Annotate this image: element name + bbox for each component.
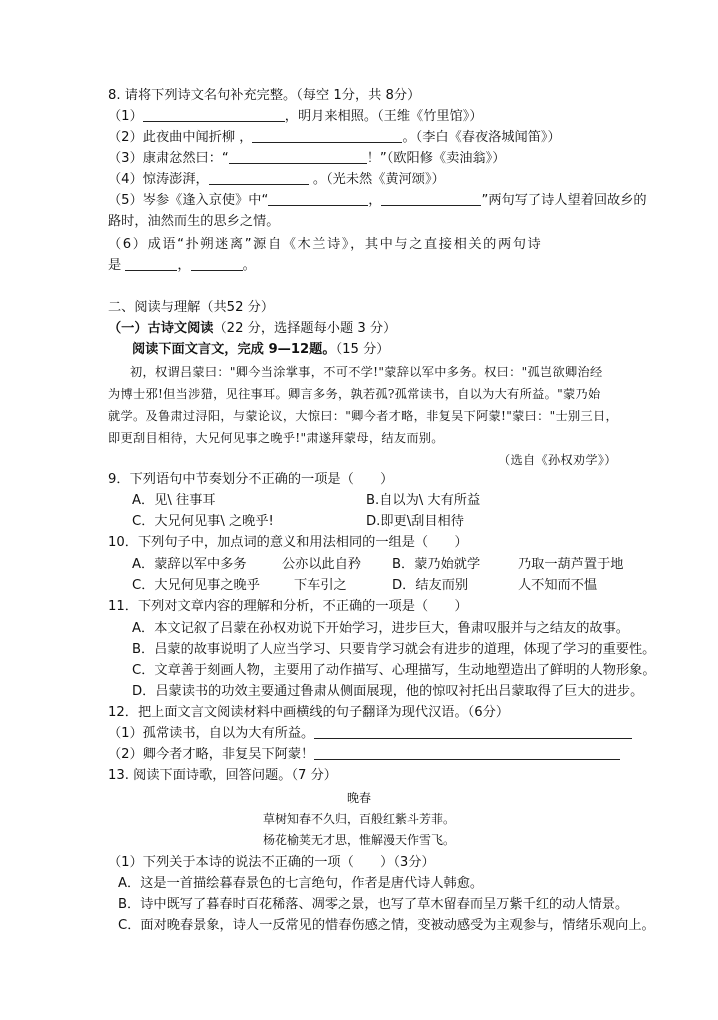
q10-stem: 10．下列句子中，加点词的意义和用法相同的一组是（ ） [108,535,468,550]
q9-option-a[interactable]: A．见\ 往事耳 [132,493,216,508]
answer-blank[interactable] [229,149,367,164]
answer-blank[interactable] [209,170,309,185]
answer-line[interactable] [314,724,632,739]
answer-blank[interactable] [125,256,177,271]
answer-blank[interactable] [252,128,402,143]
instruction-bold: 阅读下面文言文，完成 9—12题。 [132,342,336,357]
q11-option-c[interactable]: C．文章善于刻画人物，主要用了动作描写、心理描写，生动地塑造出了鲜明的人物形象。 [132,663,656,678]
q8-item-1-prefix: （1） [108,109,143,124]
q10-option-c[interactable]: C．大兄何见事之晚乎 [132,578,260,593]
q8-item-1-suffix: ，明月来相照。（王维《竹里馆》） [284,109,483,124]
section-2-title: 二、阅读与理解（共52 分） [108,300,275,315]
q8-item-6-suffix: 。 [242,258,256,273]
q9-stem: 9．下列语句中节奏划分不正确的一项是（ ） [108,472,394,487]
poem-line-1: 草树知春不久归，百般红紫斗芳菲。 [262,812,455,826]
q8-item-3-suffix: ！”（欧阳修《卖油翁》） [366,151,506,166]
q8-item-5-mid: ， [368,193,382,208]
passage-instruction [132,340,390,360]
q8-item-4-suffix: 。（光未然《黄河颂》） [308,172,445,187]
passage-source: （选自《孙权劝学》） [498,453,617,467]
q10-option-d-pair: 人不知而不愠 [518,578,598,593]
answer-blank[interactable] [191,256,243,271]
q10-option-a[interactable]: A．蒙辞以军中多务 [132,557,247,572]
q12-sentence-1 [108,724,632,744]
q8-item-3-prefix: （3）康肃忿然曰：“ [108,151,229,166]
q8-item-6-line2 [108,256,256,276]
q8-item-2-prefix: （2）此夜曲中闻折柳 ， [108,130,253,145]
answer-blank[interactable] [143,107,285,122]
q8-item-6-line1: （6）成语“扑朔迷离”源自《木兰诗》，其中与之直接相关的两句诗 [108,237,543,252]
q8-item-5-line2: 路时，油然而生的思乡之情。 [108,214,280,229]
answer-blank[interactable] [268,191,368,206]
passage-line-3: 就学。及鲁肃过浔阳，与蒙论议，大惊曰："卿今者才略，非复吴下阿蒙!"蒙曰："士别三日， [108,409,618,423]
q8-item-5-prefix: （5）岑参《逢入京使》中“ [108,193,269,208]
q12-sentence-1-text: （1）孤常读书，自以为大有所益。 [108,726,315,741]
q13-option-a[interactable]: A．这是一首描绘暮春景色的七言绝句，作者是唐代诗人韩愈。 [118,876,484,891]
q10-option-d[interactable]: D．结友而别 [392,578,469,593]
answer-line[interactable] [314,745,620,760]
q11-option-a[interactable]: A．本文记叙了吕蒙在孙权劝说下开始学习，进步巨大，鲁肃叹服并与之结友的故事。 [132,621,629,636]
q9-option-d[interactable]: D.即更\刮目相待 [366,514,464,529]
q10-option-a-pair: 公亦以此自矜 [282,557,362,572]
subsection-classical-reading [108,319,396,339]
q13-option-b[interactable]: B．诗中既写了暮春时百花稀落、凋零之景，也写了草木留春而呈万紫千红的动人情景。 [118,897,629,912]
q8-item-5 [108,191,647,211]
q8-item-5-suffix: ”两句写了诗人望着回故乡的 [481,193,647,208]
q13-option-c[interactable]: C．面对晚春景象，诗人一反常见的惜春伤感之情，变被动感受为主观参与，情绪乐观向上。 [118,918,655,933]
q11-option-d[interactable]: D．吕蒙读书的功效主要通过鲁肃从侧面展现，他的惊叹衬托出吕蒙取得了巨大的进步。 [132,684,644,699]
q12-sentence-2 [108,745,620,765]
q11-stem: 11．下列对文章内容的理解和分析，不正确的一项是（ ） [108,599,468,614]
subsection-title-rest: （22 分，选择题每小题 3 分） [213,321,397,336]
passage-line-1: 初，权谓吕蒙曰："卿今当涂掌事，不可不学!"蒙辞以军中多务。权曰："孤岂欲卿治经 [130,365,603,379]
q8-title: 8. 请将下列诗文名句补充完整。（每空 1分，共 8分） [108,88,421,103]
q8-item-2-suffix: 。（李白《春夜洛城闻笛》） [402,130,561,145]
answer-blank[interactable] [381,191,481,206]
instruction-rest: （15 分） [335,342,390,357]
q10-option-b-pair: 乃取一葫芦置于地 [518,557,624,572]
passage-line-4: 即更刮目相待，大兄何见事之晚乎!"肃遂拜蒙母，结友而别。 [108,431,444,445]
poem-title: 晚春 [346,791,371,805]
q13-stem: 13. 阅读下面诗歌，回答问题。（7 分） [108,768,337,783]
q12-sentence-2-text: （2）卿今者才略，非复吴下阿蒙！ [108,747,315,762]
q10-option-c-pair: 下车引之 [294,578,347,593]
q10-option-b[interactable]: B．蒙乃始就学 [392,557,481,572]
q8-item-4 [108,170,445,190]
q8-item-2 [108,128,561,148]
passage-line-2: 为博士邪!但当涉猎，见往事耳。卿言多务，孰若孤?孤常读书，自以为大有所益。"蒙乃始 [108,387,601,401]
q12-stem: 12．把上面文言文阅读材料中画横线的句子翻译为现代汉语。（6分） [108,705,510,720]
subsection-title-bold: （一）古诗文阅读 [108,321,214,336]
q9-option-c[interactable]: C．大兄何见事\ 之晚乎! [132,514,274,529]
q8-item-1 [108,107,483,127]
q9-option-b[interactable]: B.自以为\ 大有所益 [366,493,481,508]
q11-option-b[interactable]: B．吕蒙的故事说明了人应当学习、只要肯学习就会有进步的道理，体现了学习的重要性。 [132,642,656,657]
q8-item-6-mid: ， [177,258,191,273]
poem-line-2: 杨花榆荚无才思，惟解漫天作雪飞。 [262,833,455,847]
q8-item-4-prefix: （4）惊涛澎湃， [108,172,209,187]
q13-sub-1-stem: （1）下列关于本诗的说法不正确的一项（ ）（3分） [108,855,435,870]
q8-item-6-prefix: 是 [108,258,126,273]
q8-item-3 [108,149,505,169]
